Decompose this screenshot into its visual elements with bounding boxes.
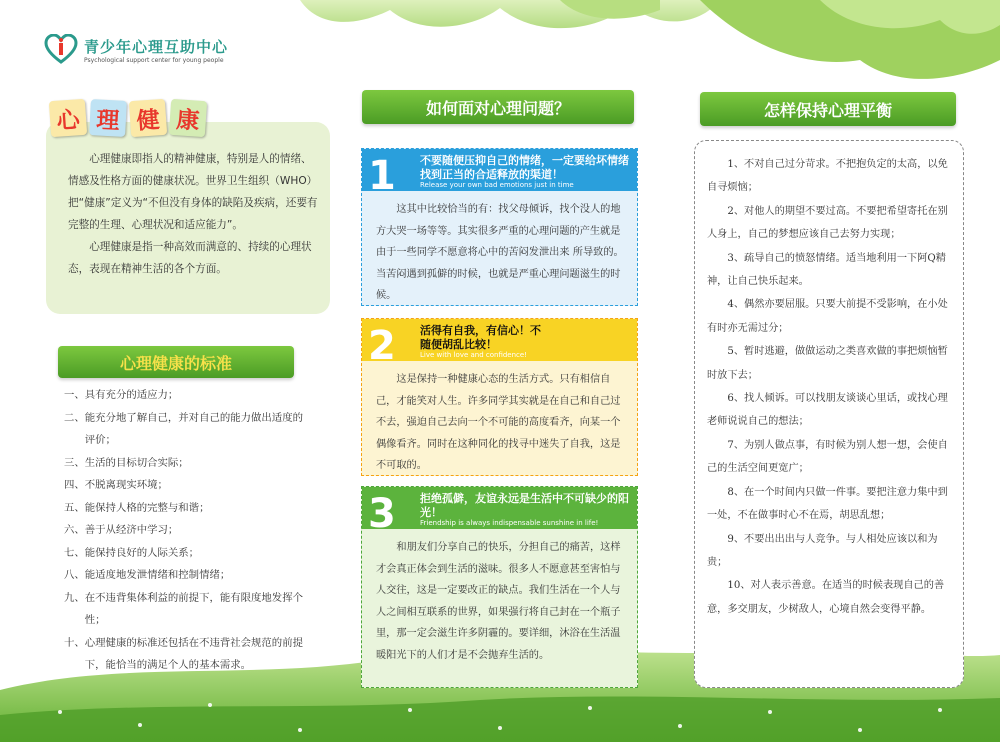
standards-title-ribbon: [58, 346, 294, 378]
list-item: 五、 能保持人格的完整与和谐；: [64, 501, 210, 514]
logo-name: 青少年心理互助中心: [84, 38, 229, 56]
list-item: 一、 具有充分的适应力；: [64, 389, 179, 401]
standards-title: 心理健康的标准: [119, 353, 232, 373]
list-item: 3、疏导自己的愤怒情绪。适当地利用一下阿Q精神，让自己快乐起来。: [707, 252, 946, 288]
list-item: 10、对人表示善意。在适当的时候表现自己的善意，多交朋友，少树敌人，心境自然会变得平静。: [707, 580, 945, 615]
list-item: 9、不要出出出与人竞争。与人相处应该以和为贵；: [707, 533, 938, 568]
facing-box-2-body: 这是保持一种健康心态的生活方式。只有相信自己，才能笑对人生。许多同学其实就是在自己和自己过不去，强迫自己去向一个不可能的高度看齐，向某一个偶像看齐。同时在这种同化的找寻中迷失了自我，这是不可取的。: [376, 374, 621, 471]
facing-box-1-body: 这其中比较恰当的有：找父母倾诉，找个没人的地方大哭一场等等。其实很多严重的心理问题的产生就是由于一些同学不愿意将心中的苦闷发泄出来 所导致的。当苦闷遇到孤僻的时候，也就是严重心理问题滋生的时候。: [376, 204, 624, 301]
facing-box-3-heading: 拒绝孤僻，友谊永远是生活中不可缺少的阳光！: [420, 492, 629, 519]
list-item: 8、在一个时间内只做一件事。要把注意力集中到一处，不在做事时心不在焉，胡思乱想；: [707, 486, 948, 522]
facing-box-3-number: 3: [368, 491, 396, 537]
mental-health-title: [50, 100, 206, 136]
list-item: 三、 生活的目标切合实际；: [64, 456, 189, 469]
list-item: 7、为别人做点事，有时候为别人想一想，会使自己的生活空间更宽广；: [707, 439, 948, 475]
mental-health-card: [46, 122, 330, 314]
facing-box-2-header: [362, 319, 637, 369]
facing-box-3: [361, 486, 638, 688]
facing-box-1-heading: 不要随便压抑自己的情绪，一定要给坏情绪找到正当的合适释放的渠道！: [420, 154, 629, 181]
facing-box-3-english: Friendship is always indispensable sunshine in life!: [420, 519, 599, 527]
logo-heart-icon: [44, 34, 78, 64]
title-char-3: 健: [129, 99, 167, 137]
list-item: 6、找人倾诉。可以找朋友谈谈心里话，或找心理老师说说自己的想法；: [707, 393, 948, 428]
facing-title: 如何面对心理问题？: [425, 98, 570, 118]
balance-box: [694, 140, 964, 688]
list-item: 四、 不脱离现实环境；: [64, 479, 168, 491]
list-item: 二、 能充分地了解自己，并对自己的能力做出适度的评价；: [64, 411, 303, 446]
balance-list: [707, 153, 953, 621]
list-item: 4、偶然亦要屈服。只要大前提不受影响，在小处有时亦无需过分；: [707, 299, 948, 334]
list-item: 1、不对自己过分苛求。不把抱负定的太高，以免自寻烦恼；: [707, 159, 948, 194]
list-item: 六、 善于从经济中学习；: [64, 524, 179, 536]
title-char-2: 理: [89, 99, 127, 137]
facing-title-ribbon: [362, 90, 634, 124]
balance-title: 怎样保持心理平衡: [763, 100, 892, 120]
title-char-4: 康: [169, 99, 207, 137]
facing-box-2-number: 2: [368, 323, 396, 369]
list-item: 九、 在不违背集体利益的前提下，能有限度地发挥个性；: [64, 591, 303, 626]
facing-box-2-heading: 活得有自我，有信心！不随便胡乱比较！: [420, 324, 541, 351]
list-item: 八、 能适度地发泄情绪和控制情绪；: [64, 569, 231, 581]
facing-box-3-header: [362, 487, 637, 537]
facing-box-2: [361, 318, 638, 476]
facing-box-2-english: Live with love and confidence!: [420, 351, 528, 359]
list-item: 2、对他人的期望不要过高。不要把希望寄托在别人身上，自己的梦想应该自己去努力实现；: [707, 205, 948, 241]
logo-subtitle: Psychological support center for young people: [84, 57, 224, 64]
facing-box-1: [361, 148, 638, 306]
list-item: 七、 能保持良好的人际关系；: [64, 546, 200, 559]
facing-box-1-header: [362, 149, 637, 199]
facing-box-1-number: 1: [368, 153, 396, 199]
balance-title-ribbon: [700, 92, 956, 126]
list-item: 5、暂时逃避，做做运动之类喜欢做的事把烦恼暂时放下去；: [707, 346, 948, 381]
title-char-1: 心: [49, 99, 87, 137]
facing-box-3-body: 和朋友们分享自己的快乐，分担自己的痛苦，这样才会真正体会到生活的滋味。很多人不愿意甚至害怕与人交往，这是一定要改正的缺点。我们生活在一个人与人之间相互联系的世界，如果强行将自己封在一个瓶子里，那一定会滋生许多阴霾的。要详细，沐浴在生活温暖阳光下的人们才是不会抛弃生活的。: [376, 542, 621, 661]
standards-list: [64, 384, 312, 677]
mental-health-paragraph-1: 心理健康即指人的精神健康，特别是人的情绪、情感及性格方面的健康状况。世界卫生组织（WHO）把“健康”定义为“不但没有身体的缺陷及疾病，还要有完整的生理、心理状况和适应能力”。: [68, 153, 318, 231]
list-item: 十、 心理健康的标准还包括在不违背社会规范的前提下，能恰当的满足个人的基本需求。: [64, 636, 303, 671]
mental-health-paragraph-2: 心理健康是指一种高效而满意的、持续的心理状态，表现在精神生活的各个方面。: [68, 241, 312, 275]
facing-box-1-english: Release your own bad emotions just in time: [420, 181, 574, 189]
